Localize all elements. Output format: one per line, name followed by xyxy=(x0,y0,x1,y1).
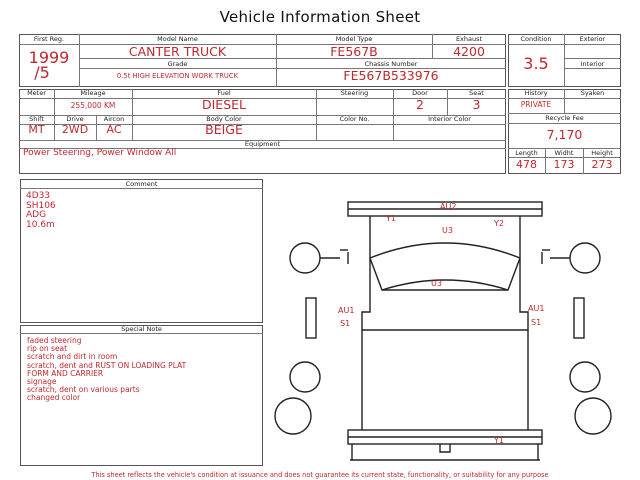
wheel-front-right xyxy=(570,243,600,273)
exhaust-label: Exhaust xyxy=(455,35,483,43)
exterior-label: Exterior xyxy=(579,35,606,43)
mark-au1-left: AU1 xyxy=(338,306,355,315)
width-label: Widht xyxy=(554,149,574,157)
seat-label: Seat xyxy=(469,89,484,97)
mark-s1-right: S1 xyxy=(531,318,542,327)
height-value: 273 xyxy=(591,158,613,171)
door-value: 2 xyxy=(416,97,424,112)
shift-label: Shift xyxy=(29,115,44,123)
condition-value: 3.5 xyxy=(523,54,549,73)
first-reg-label: First Reg. xyxy=(33,35,65,43)
mark-s1-left: S1 xyxy=(340,319,351,328)
wheel-outer-left xyxy=(275,398,311,434)
wheel-front-left xyxy=(290,243,320,273)
drive-value: 2WD xyxy=(61,123,89,136)
equipment-label: Equipment xyxy=(244,140,281,148)
mileage-label: Mileage xyxy=(80,89,106,97)
comment-line: SH106 xyxy=(26,200,56,211)
length-label: Length xyxy=(515,149,538,157)
side-panel-left xyxy=(306,298,316,338)
equipment-value: Power Steering, Power Window All xyxy=(23,148,177,158)
model-type-label: Model Type xyxy=(335,35,373,43)
mark-au1-right: AU1 xyxy=(528,304,545,313)
fuel-label: Fuel xyxy=(217,89,231,97)
shift-value: MT xyxy=(28,123,45,136)
drive-label: Drive xyxy=(66,115,84,123)
note-line: FORM AND CARRIER xyxy=(27,368,104,378)
seat-value: 3 xyxy=(472,97,481,112)
note-line: scratch, dent and RUST ON LOADING PLAT xyxy=(27,360,187,370)
mileage-value: 255,000 KM xyxy=(70,101,116,110)
door-label: Door xyxy=(412,89,428,97)
chassis-number-label: Chassis Number xyxy=(364,60,418,68)
steering-label: Steering xyxy=(340,89,369,97)
note-line: scratch, dent on various parts xyxy=(27,385,140,395)
fuel-value: DIESEL xyxy=(201,97,246,112)
comment-label: Comment xyxy=(125,180,158,188)
note-line: signage xyxy=(27,377,57,387)
note-line: changed color xyxy=(27,393,81,403)
wheel-outer-right xyxy=(575,398,611,434)
side-panel-right xyxy=(574,298,584,338)
mark-bottom: Y1 xyxy=(494,436,504,445)
model-name-value: CANTER TRUCK xyxy=(128,44,227,59)
comment-box xyxy=(20,179,263,323)
meter-label: Meter xyxy=(27,89,46,97)
color-no-label: Color No. xyxy=(339,115,370,123)
length-value: 478 xyxy=(516,158,537,171)
special-note-text xyxy=(27,337,186,403)
roof-curve xyxy=(370,243,520,258)
model-type-value: FE567B xyxy=(330,44,378,59)
wheel-rear-left xyxy=(290,362,320,392)
comment-line: 4D33 xyxy=(26,191,51,201)
truck-damage-diagram xyxy=(270,178,634,470)
history-label: History xyxy=(524,89,548,97)
grade-value: 0.5t HIGH ELEVATION WORK TRUCK xyxy=(116,72,239,80)
body-color-value: BEIGE xyxy=(205,122,243,137)
mark-y2: Y2 xyxy=(494,219,504,228)
aircon-label: Aircon xyxy=(103,115,125,123)
aircon-value: AC xyxy=(106,123,122,136)
note-line: rip on seat xyxy=(27,344,68,354)
windshield xyxy=(370,258,520,290)
note-line: scratch and dirt in room xyxy=(27,352,118,362)
mark-u3-top: U3 xyxy=(442,226,453,235)
disclaimer-footer: This sheet reflects the vehicle's condition at issuance and does not guarantee its current state, functionality, or suitability for any purpose xyxy=(91,471,549,479)
comment-line: ADG xyxy=(26,210,47,221)
width-value: 173 xyxy=(553,158,575,171)
recycle-fee-value: 7,170 xyxy=(546,127,583,142)
syaken-label: Syaken xyxy=(580,89,605,97)
mark-y1: Y1 xyxy=(386,214,396,223)
exhaust-value: 4200 xyxy=(453,44,485,59)
wheel-rear-right xyxy=(570,362,600,392)
note-line: faded steering xyxy=(27,336,82,345)
history-value: PRIVATE xyxy=(520,100,552,109)
body-color-label: Body Color xyxy=(206,115,242,123)
mark-u3-mid: U3 xyxy=(431,279,442,288)
model-name-label: Model Name xyxy=(157,35,198,43)
mark-au2: AU2 xyxy=(440,202,457,211)
comment-text xyxy=(26,192,56,230)
comment-line: 10.6m xyxy=(26,219,55,230)
interior-color-label: Interior Color xyxy=(428,115,471,123)
chassis-number-value: FE567B533976 xyxy=(343,68,439,83)
interior-label: Interior xyxy=(580,60,605,68)
first-reg-month: /5 xyxy=(34,63,50,82)
grade-label: Grade xyxy=(167,60,188,68)
first-reg-year: 1999 xyxy=(28,48,70,67)
height-label: Height xyxy=(591,149,613,157)
recycle-fee-label: Recycle Fee xyxy=(545,114,584,122)
sheet-title: Vehicle Information Sheet xyxy=(219,8,421,26)
special-note-label: Special Note xyxy=(121,325,162,333)
condition-label: Condition xyxy=(520,35,552,43)
